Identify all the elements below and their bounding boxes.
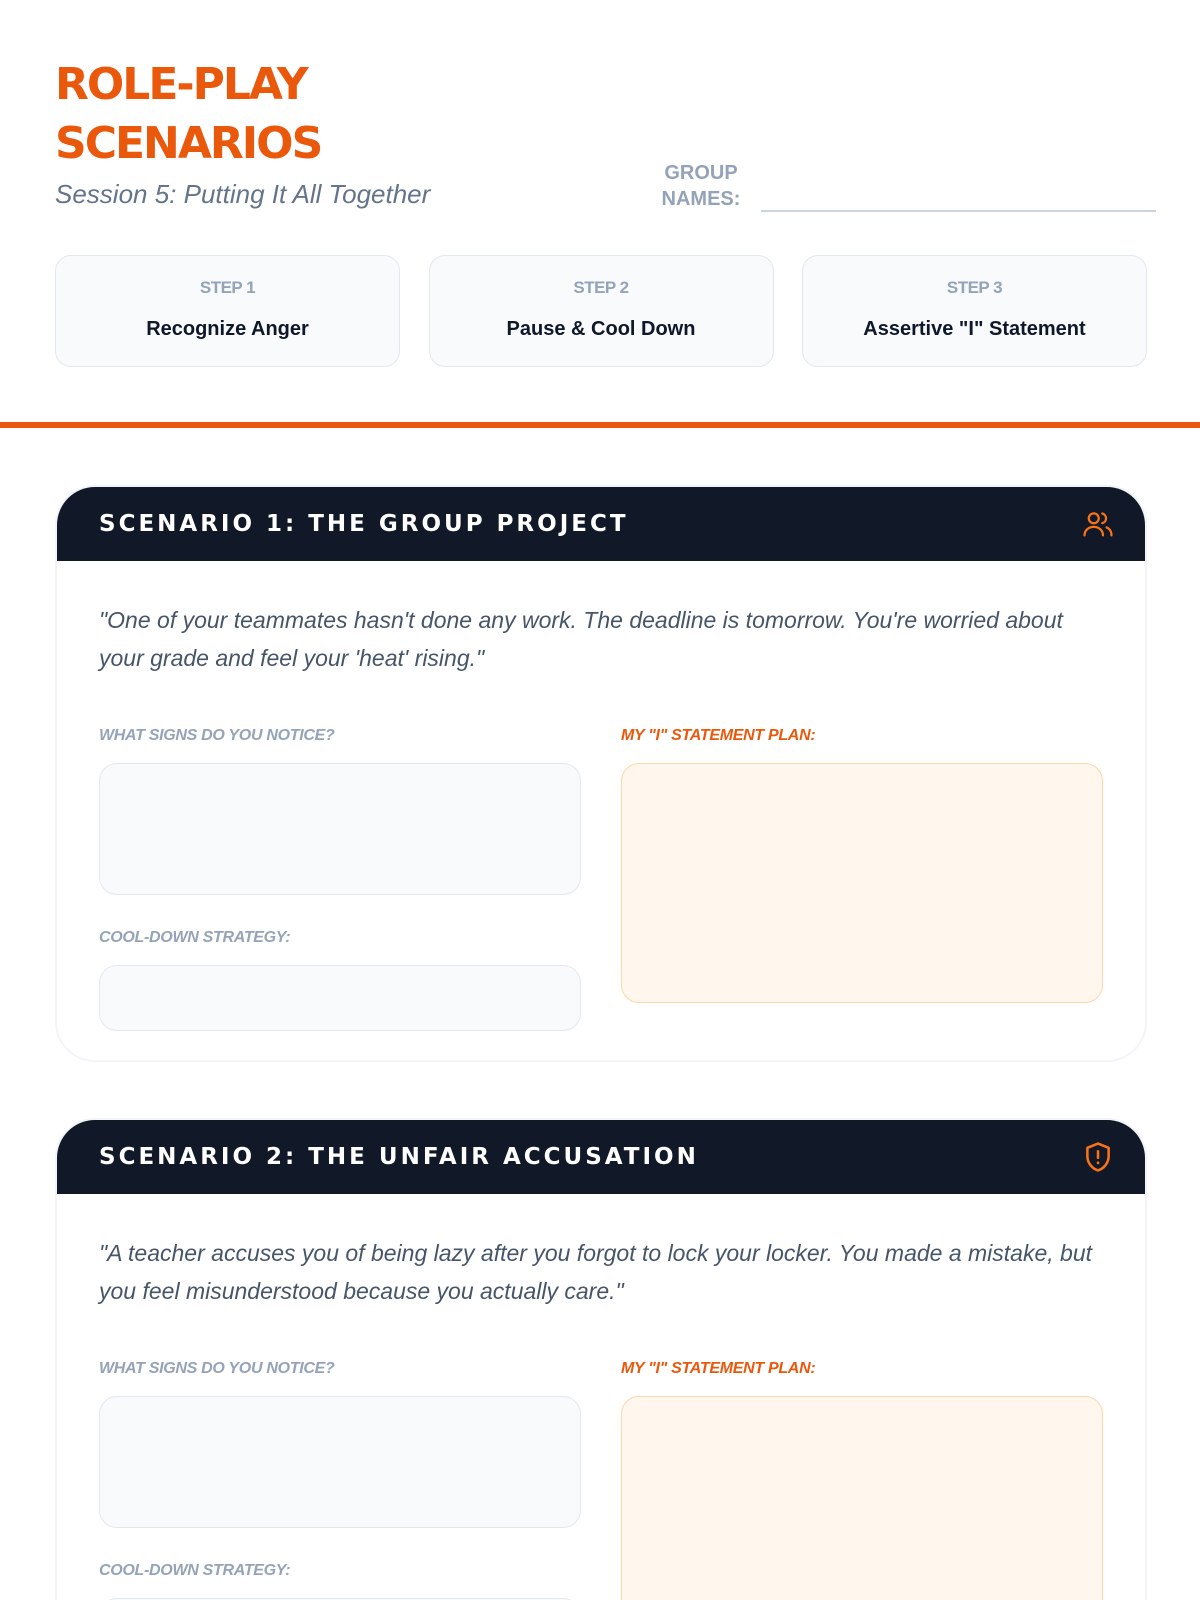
step-card-1 (55, 255, 400, 367)
scenario-body (57, 561, 1145, 1062)
cool-down-label: COOL-DOWN STRATEGY: (99, 929, 291, 946)
step-number: STEP 3 (946, 278, 1003, 297)
users-icon (1081, 507, 1115, 541)
scenario-quote: "A teacher accuses you of being lazy after you forgot to lock your locker. You made a mistake, but you feel misunderstood because you actually care." (99, 1240, 1093, 1304)
signs-input[interactable] (99, 1396, 581, 1528)
title-line-2: SCENARIOS (55, 118, 322, 169)
group-names-label (655, 160, 747, 212)
i-statement-label: MY "I" STATEMENT PLAN: (621, 727, 816, 744)
response-columns (99, 1360, 1103, 1600)
scenario-title: SCENARIO 1: THE GROUP PROJECT (99, 511, 629, 537)
response-columns (99, 727, 1103, 1031)
shield-alert-icon (1081, 1140, 1115, 1174)
right-column (621, 727, 1103, 1031)
step-name: Assertive "I" Statement (863, 318, 1086, 340)
section-divider (0, 422, 1200, 428)
step-name: Recognize Anger (146, 318, 309, 340)
scenario-header (57, 487, 1145, 561)
worksheet-header (55, 55, 1147, 215)
left-column (99, 1360, 581, 1600)
scenario-card-1 (55, 485, 1147, 1062)
session-subtitle: Session 5: Putting It All Together (55, 179, 431, 209)
scenario-title: SCENARIO 2: THE UNFAIR ACCUSATION (99, 1144, 699, 1170)
i-statement-input[interactable] (621, 1396, 1103, 1600)
scenario-header (57, 1120, 1145, 1194)
group-label-line-1: GROUP (664, 162, 738, 184)
step-name: Pause & Cool Down (506, 318, 696, 340)
scenario-card-2 (55, 1118, 1147, 1600)
step-number: STEP 2 (573, 278, 629, 297)
scenario-body (57, 1194, 1145, 1600)
group-names-field (655, 160, 1156, 212)
i-statement-input[interactable] (621, 763, 1103, 1003)
group-names-input-line[interactable] (761, 186, 1156, 212)
scenario-quote: "One of your teammates hasn't done any work. The deadline is tomorrow. You're worried about your grade and feel your 'heat' rising." (99, 607, 1063, 671)
cool-down-input[interactable] (99, 965, 581, 1031)
i-statement-label: MY "I" STATEMENT PLAN: (621, 1360, 816, 1377)
group-label-line-2: NAMES: (661, 188, 741, 210)
signs-label: WHAT SIGNS DO YOU NOTICE? (99, 1360, 335, 1377)
steps-row (55, 255, 1147, 367)
step-number: STEP 1 (199, 278, 256, 297)
signs-input[interactable] (99, 763, 581, 895)
page-title (55, 55, 1147, 173)
step-card-3 (802, 255, 1147, 367)
signs-label: WHAT SIGNS DO YOU NOTICE? (99, 727, 335, 744)
title-line-1: ROLE-PLAY (55, 59, 307, 110)
cool-down-label: COOL-DOWN STRATEGY: (99, 1562, 291, 1579)
left-column (99, 727, 581, 1031)
right-column (621, 1360, 1103, 1600)
step-card-2 (429, 255, 774, 367)
